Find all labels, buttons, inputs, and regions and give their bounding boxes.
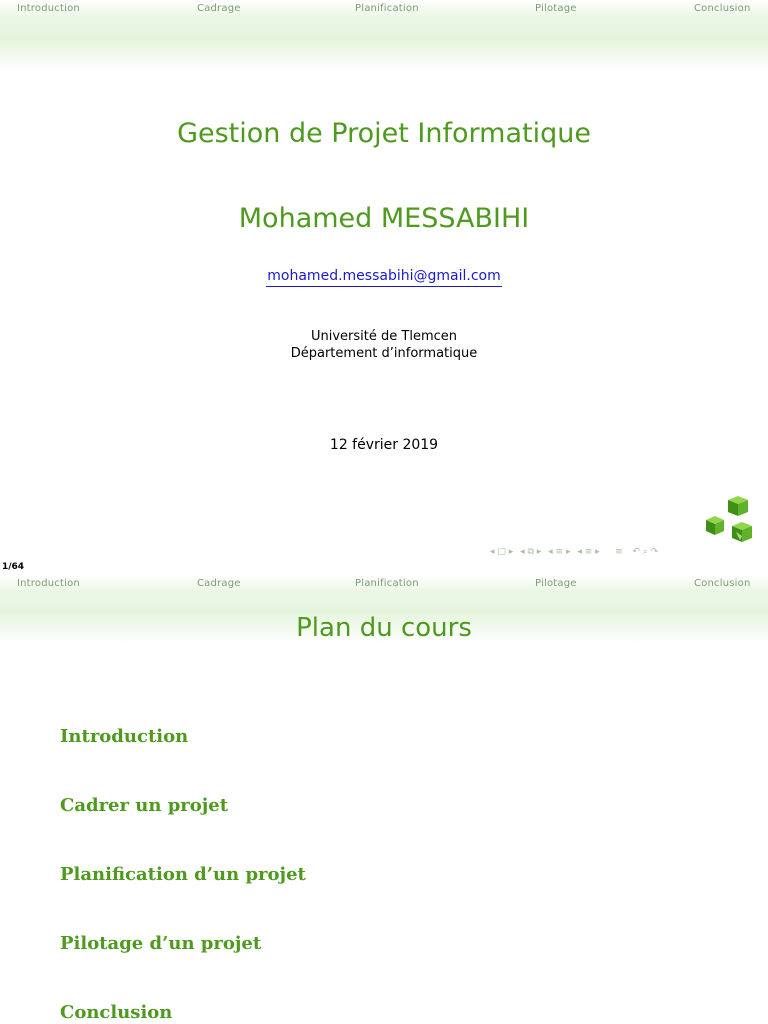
nav-prev-subsection-icon[interactable]: ◂ ⧉ ▸	[517, 547, 542, 557]
beamer-navigation-controls	[490, 545, 658, 559]
nav-prev-frame-icon[interactable]: ◂ □ ▸	[490, 547, 514, 557]
nav-pilotage[interactable]: Pilotage	[535, 578, 577, 589]
email-link[interactable]: mohamed.messabihi@gmail.com	[266, 268, 501, 287]
nav-conclusion[interactable]: Conclusion	[694, 3, 751, 14]
nav-cadrage[interactable]: Cadrage	[197, 3, 241, 14]
toc-item-cadrer[interactable]: Cadrer un projet	[60, 795, 229, 816]
cubes-logo-icon	[700, 492, 760, 548]
institution-department: Département d’informatique	[290, 346, 478, 361]
presentation-title: Gestion de Projet Informatique	[177, 118, 591, 149]
nav-cadrage[interactable]: Cadrage	[197, 578, 241, 589]
nav-prev-section-icon[interactable]: ◂ ≡ ▸	[545, 547, 571, 557]
outline-slide	[0, 575, 768, 1024]
nav-introduction[interactable]: Introduction	[17, 3, 80, 14]
page-number: 1/64	[2, 562, 25, 572]
nav-pilotage[interactable]: Pilotage	[535, 3, 577, 14]
nav-conclusion[interactable]: Conclusion	[694, 578, 751, 589]
presentation-date: 12 février 2019	[329, 437, 439, 453]
toc-item-introduction[interactable]: Introduction	[60, 726, 189, 747]
nav-planification[interactable]: Planification	[355, 578, 419, 589]
frame-title: Plan du cours	[296, 613, 472, 643]
toc-item-conclusion[interactable]: Conclusion	[60, 1002, 173, 1023]
institution-university: Université de Tlemcen	[311, 329, 457, 344]
institution	[0, 328, 768, 362]
toc-item-planification[interactable]: Planification d’un projet	[60, 864, 306, 885]
nav-next-section-icon[interactable]: ◂ ≡ ▸	[574, 547, 600, 557]
author-name: Mohamed MESSABIHI	[238, 203, 530, 234]
section-navbar	[0, 0, 768, 72]
nav-planification[interactable]: Planification	[355, 3, 419, 14]
nav-search-zoom-icon[interactable]: ↶ ⌕ ↷	[626, 547, 659, 557]
nav-appendix-icon[interactable]: ≡	[603, 547, 623, 557]
nav-introduction[interactable]: Introduction	[17, 578, 80, 589]
email-container	[0, 265, 768, 287]
toc-item-pilotage[interactable]: Pilotage d’un projet	[60, 933, 262, 954]
